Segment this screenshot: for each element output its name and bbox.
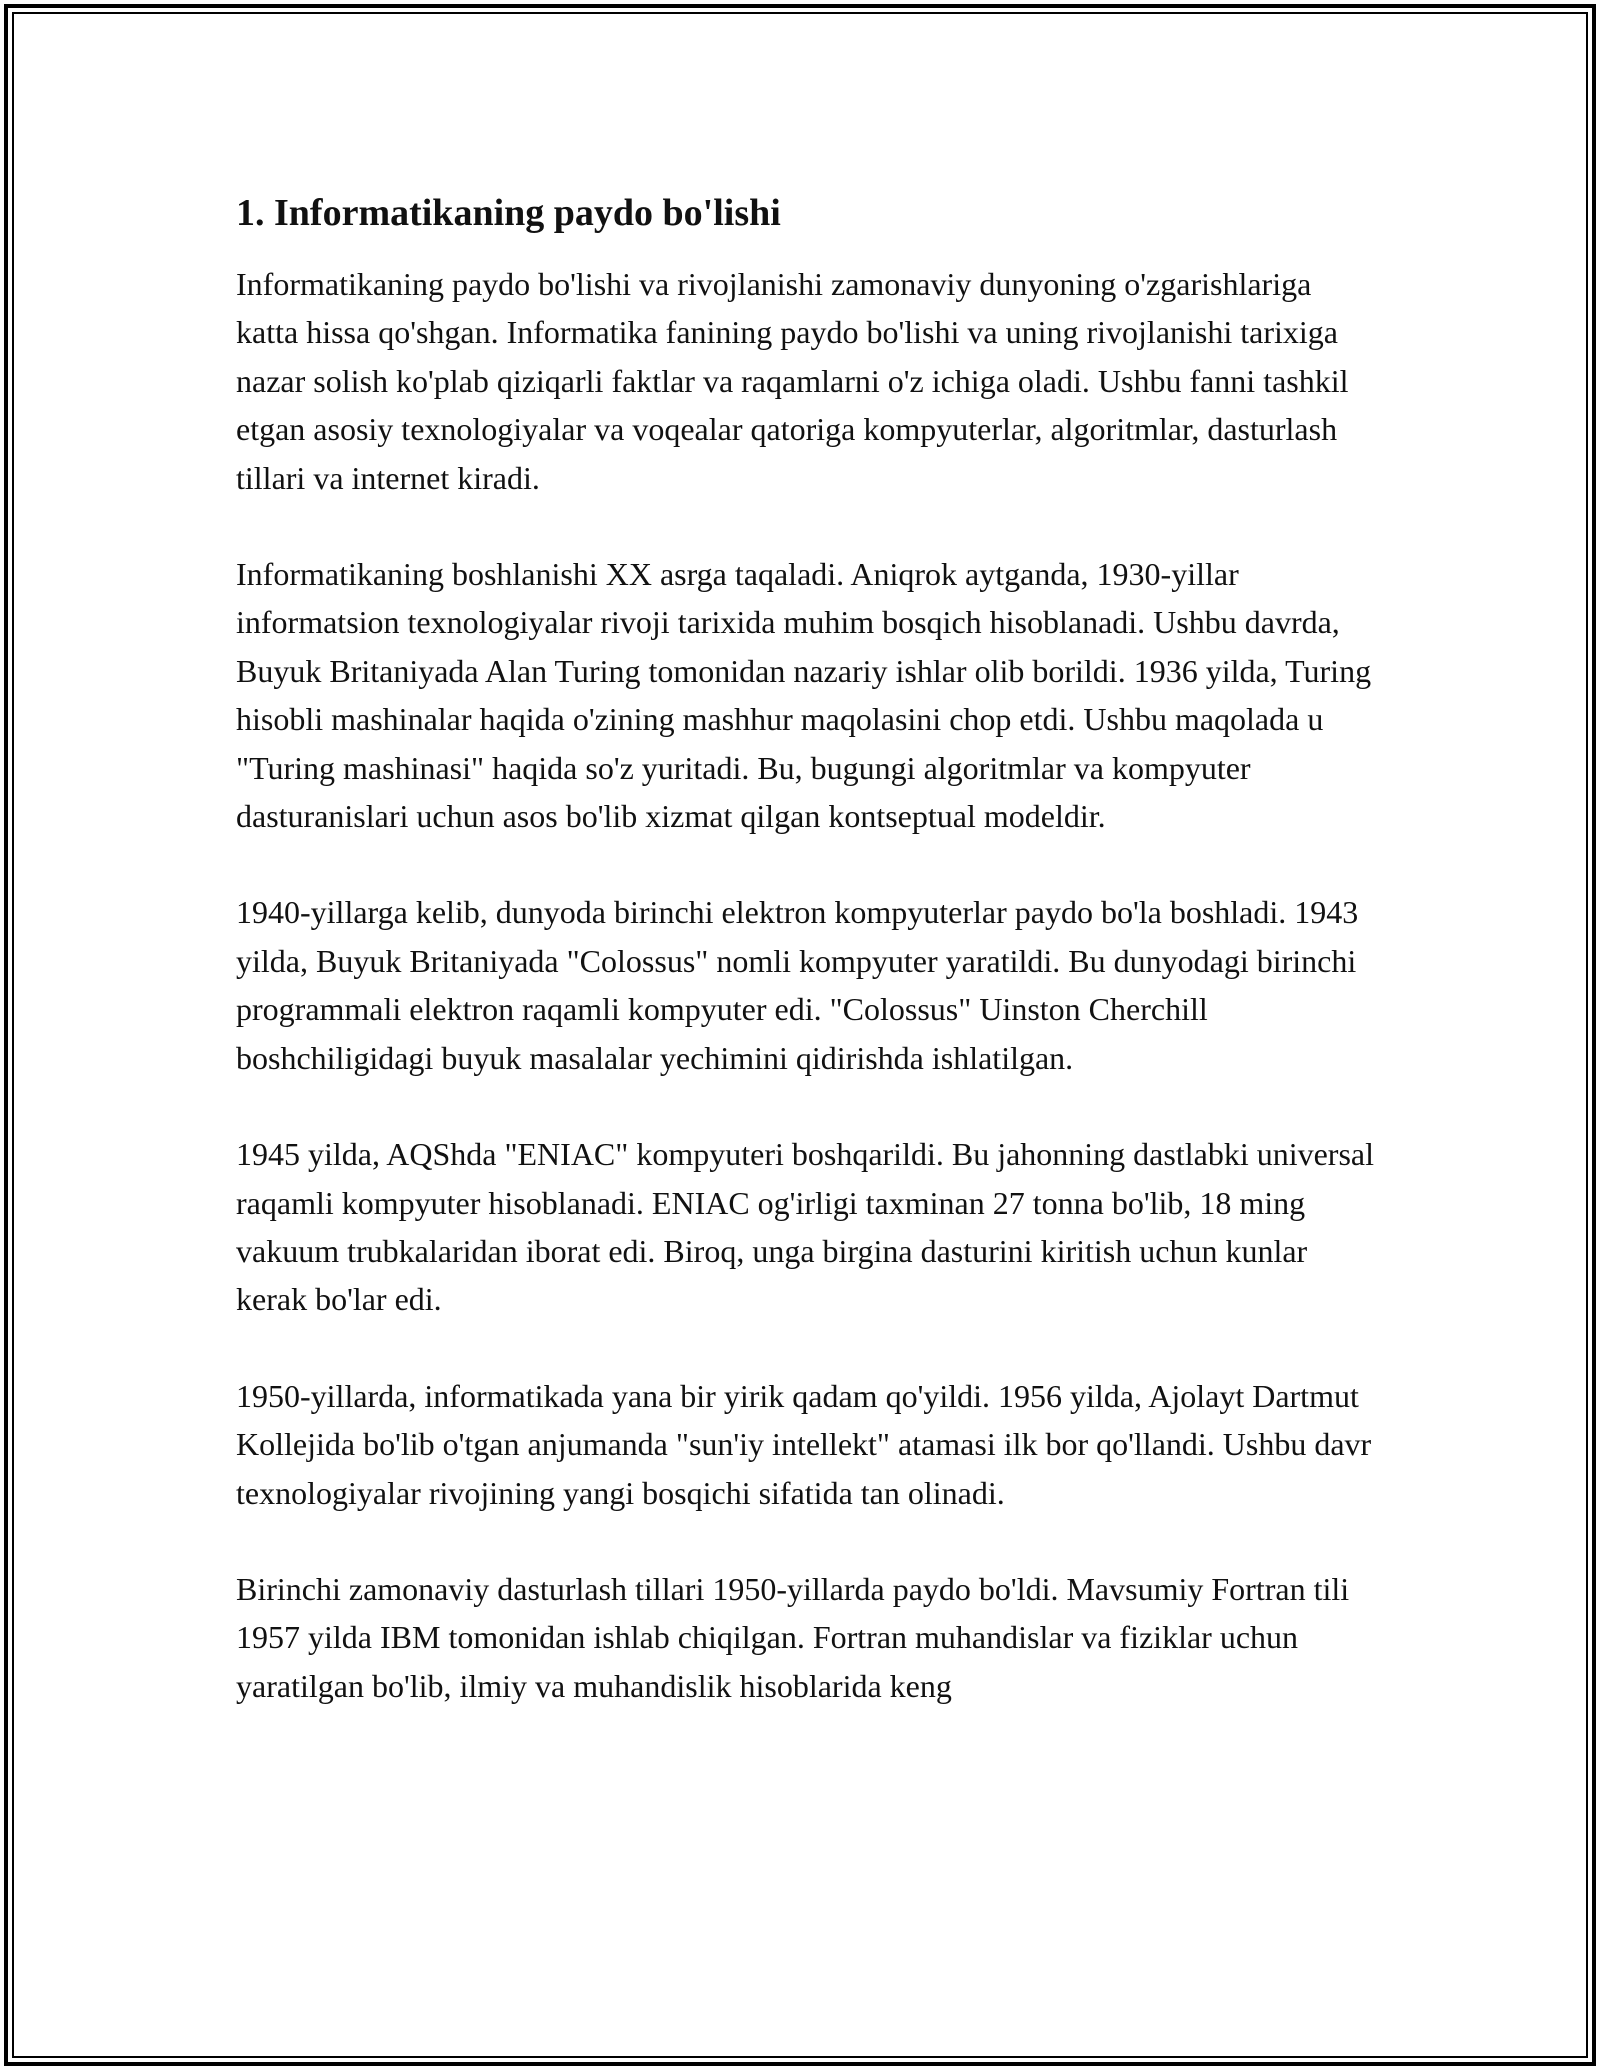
paragraph-5: 1950-yillarda, informatikada yana bir yirik qadam qo'yildi. 1956 yilda, Ajolayt Dartmut Kollejida bo'lib o'tgan anjumanda "sun'iy intellekt" atamasi ilk bor qo'llandi. Ushbu davr texnologiyalar rivojining yangi bosqichi sifatida tan olinadi. (236, 1377, 1372, 1511)
paragraph-2: Informatikaning boshlanishi XX asrga taqaladi. Aniqrok aytganda, 1930-yillar informatsion texnologiyalar rivoji tarixida muhim bosqich hisoblanadi. Ushbu davrda, Buyuk Britaniyada Alan Turing tomonidan nazariy ishlar olib borildi. 1936 yilda, Turing hisobli mashinalar haqida o'zining mashhur maqolasini chop etdi. Ushbu maqolada u "Turing mashinasi" haqida so'z yuritadi. Bu, bugungi algoritmlar va kompyuter dasturanislari uchun asos bo'lib xizmat qilgan kontseptual modeldir. (236, 556, 1372, 835)
paragraph-6: Birinchi zamonaviy dasturlash tillari 1950-yillarda paydo bo'ldi. Mavsumiy Fortran tili 1957 yilda IBM tomonidan ishlab chiqilgan. Fortran muhandislar va fiziklar uchun yaratilgan bo'lib, ilmiy va muhandislik hisoblarida keng (236, 1570, 1350, 1704)
paragraph-1: Informatikaning paydo bo'lishi va rivojlanishi zamonaviy dunyoning o'zgarishlariga katta hissa qo'shgan. Informatika fanining paydo bo'lishi va uning rivojlanishi tarixiga nazar solish ko'plab qiziqarli faktlar va raqamlarni o'z ichiga oladi. Ushbu fanni tashkil etgan asosiy texnologiyalar va voqealar qatoriga kompyuterlar, algoritmlar, dasturlash tillari va internet kiradi. (236, 266, 1349, 496)
document-body (236, 188, 1376, 1758)
paragraph-3: 1940-yillarga kelib, dunyoda birinchi elektron kompyuterlar paydo bo'la boshladi. 1943 yilda, Buyuk Britaniyada "Colossus" nomli kompyuter yaratildi. Bu dunyodagi birinchi programmali elektron raqamli kompyuter edi. "Colossus" Uinston Cherchill boshchiligidagi buyuk masalalar yechimini qidirishda ishlatilgan. (236, 894, 1359, 1076)
section-title: 1. Informatikaning paydo bo'lishi (236, 192, 781, 234)
paragraph-4: 1945 yilda, AQShda "ENIAC" kompyuteri boshqarildi. Bu jahonning dastlabki universal raqamli kompyuter hisoblanadi. ENIAC og'irligi taxminan 27 tonna bo'lib, 18 ming vakuum trubkalaridan iborat edi. Biroq, unga birgina dasturini kiritish uchun kunlar kerak bo'lar edi. (236, 1136, 1374, 1318)
